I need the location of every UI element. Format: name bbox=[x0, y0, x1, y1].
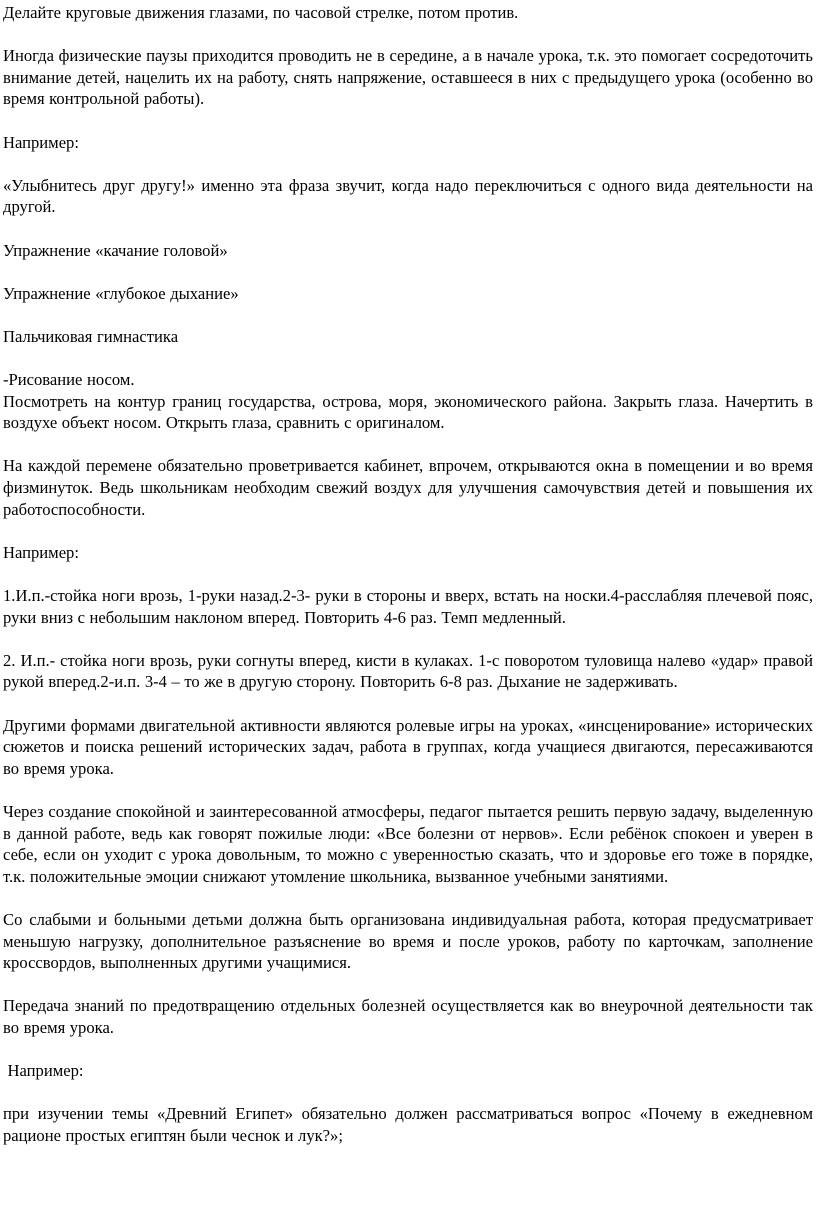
paragraph-motor-activity: Другими формами двигательной активности являются ролевые игры на уроках, «инсценирование» исторических сюжетов и поиска решений исторических задач, работа в группах, когда учащиеся двигаются, пересаживаются во время урока. bbox=[3, 715, 813, 778]
paragraph-exercise-2: 2. И.п.- стойка ноги врозь, руки согнуты вперед, кисти в кулаках. 1-с поворотом туловища налево «удар» правой рукой вперед.2-и.п. 3-4 – то же в другую сторону. Повторить 6-8 раз. Дыхание не задерживать. bbox=[3, 650, 813, 692]
paragraph-calm-atmosphere: Через создание спокойной и заинтересованной атмосферы, педагог пытается решить первую задачу, выделенную в данной работе, ведь как говорят пожилые люди: «Все болезни от нервов». Если ребёнок спокоен и уверен в себе, если он уходит с урока довольным, то можно с уверенностью сказать, что и здоровье его тоже в порядке, т.к. положительные эмоции снижают утомление школьника, вызванное учебными занятиями. bbox=[3, 801, 813, 886]
paragraph-example-3: Например: bbox=[3, 1061, 84, 1081]
paragraph-deep-breath: Упражнение «глубокое дыхание» bbox=[3, 283, 239, 303]
paragraph-smile-phrase: «Улыбнитесь друг другу!» именно эта фраза звучит, когда надо переключиться с одного вида деятельности на другой. bbox=[3, 175, 813, 217]
paragraph-physical-pauses: Иногда физические паузы приходится проводить не в середине, а в начале урока, т.к. это помогает сосредоточить внимание детей, нацелить их на работу, снять напряжение, оставшееся в них с предыдущего урока (особенно во время контрольной работы). bbox=[3, 46, 813, 109]
paragraph-individual-work: Со слабыми и больными детьми должна быть организована индивидуальная работа, которая предусматривает меньшую нагрузку, дополнительное разъяснение во время и после уроков, работу по карточкам, заполнение кроссвордов, выполненных другими учащимися. bbox=[3, 909, 813, 973]
paragraph-exercise-1: 1.И.п.-стойка ноги врозь, 1-руки назад.2-3- руки в стороны и вверх, встать на носки.4-расслабляя плечевой пояс, руки вниз с небольшим наклоном вперед. Повторить 4-6 раз. Темп медленный. bbox=[3, 586, 813, 627]
paragraph-eye-exercise: Делайте круговые движения глазами, по часовой стрелке, потом против. bbox=[3, 3, 519, 22]
paragraph-example-1: Например: bbox=[3, 132, 79, 152]
paragraph-example-2: Например: bbox=[3, 542, 79, 562]
paragraph-nose-drawing-title: -Рисование носом. bbox=[3, 370, 135, 390]
paragraph-ventilation: На каждой перемене обязательно проветривается кабинет, впрочем, открываются окна в помещении и во время физминуток. Ведь школьникам необходим свежий воздух для улучшения самочувствия детей и повышения их работоспособности. bbox=[3, 456, 813, 519]
paragraph-head-swing: Упражнение «качание головой» bbox=[3, 240, 228, 260]
paragraph-ancient-egypt: при изучении темы «Древний Египет» обязательно должен рассматриваться вопрос «Почему в ежедневном рационе простых египтян были чеснок и лук?»; bbox=[3, 1104, 813, 1145]
paragraph-finger-gym: Пальчиковая гимнастика bbox=[3, 326, 179, 346]
paragraph-nose-drawing-text: Посмотреть на контур границ государства, острова, моря, экономического района. Закрыть глаза. Начертить в воздухе объект носом. Открыть глаза, сравнить с оригиналом. bbox=[3, 391, 813, 433]
paragraph-disease-prevention: Передача знаний по предотвращению отдельных болезней осуществляется как во внеурочной деятельности так во время урока. bbox=[3, 996, 813, 1037]
